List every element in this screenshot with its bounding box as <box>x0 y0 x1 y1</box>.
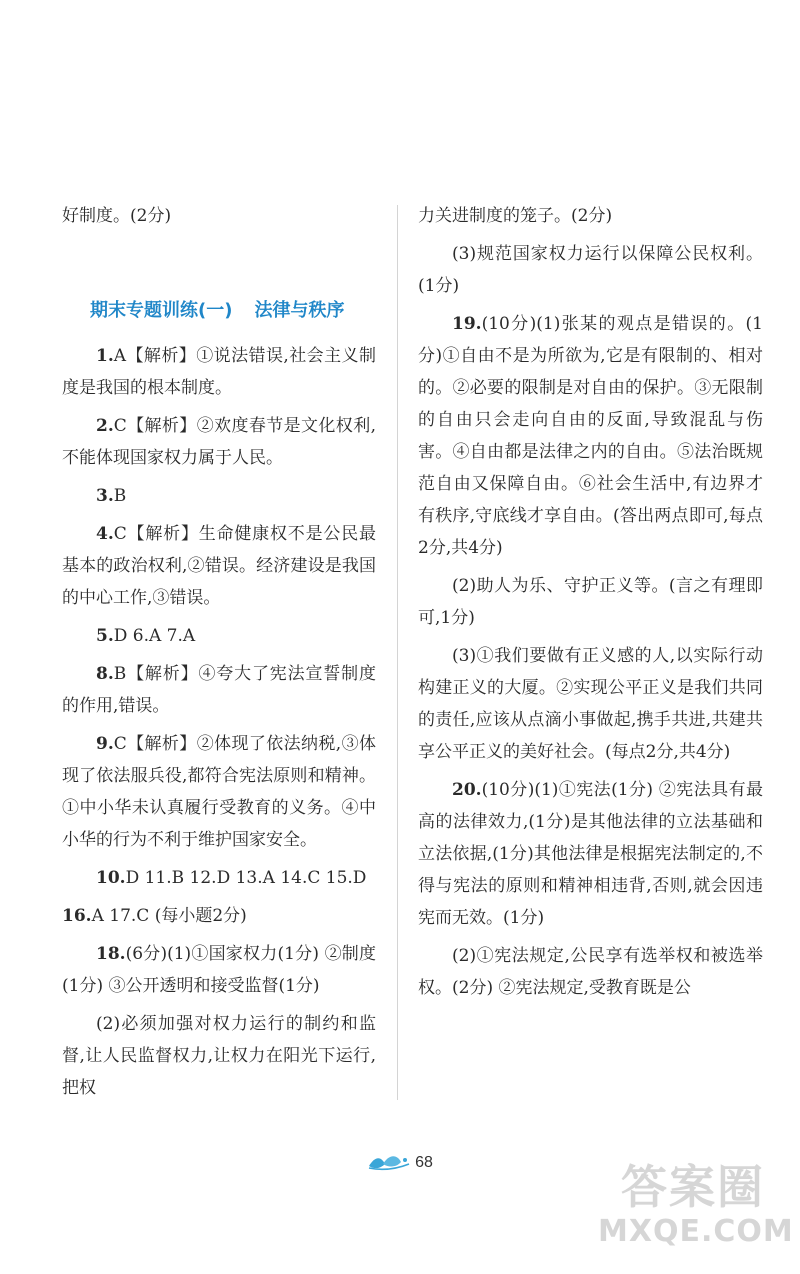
right-column <box>418 200 763 1010</box>
carryover-text: 力关进制度的笼子。(2分) <box>418 206 613 226</box>
answer-item: 18.(6分)(1)①国家权力(1分) ②制度(1分) ③公开透明和接受监督(1分) <box>62 944 376 996</box>
section-title-main: 期末专题训练(一) <box>90 300 233 321</box>
section-title <box>90 296 376 326</box>
column-divider <box>397 205 398 1100</box>
answer-item: 20.(10分)(1)①宪法(1分) ②宪法具有最高的法律效力,(1分)是其他法律的立法基础和立法依据,(1分)其他法律是根据宪法制定的,不得与宪法的原则和精神相违背,否则,就会因违宪而无效。(1分) <box>418 780 763 928</box>
answer-subpart: (3)规范国家权力运行以保障公民权利。(1分) <box>418 244 763 296</box>
section-title-sub: 法律与秩序 <box>254 300 345 321</box>
answer-item: 19.(10分)(1)张某的观点是错误的。(1分)①自由不是为所欲为,它是有限制的、相对的。②必要的限制是对自由的保护。③无限制的自由只会走向自由的反面,导致混乱与伤害。④自由都是法律之内的自由。⑤法治既规范自由又保障自由。⑥社会生活中,有边界才有秩序,守底线才享自由。(答出两点即可,每点2分,共4分) <box>418 314 763 558</box>
page-footer <box>330 1148 470 1178</box>
answer-item: 8.B【解析】④夸大了宪法宣誓制度的作用,错误。 <box>62 664 376 716</box>
answer-item: 9.C【解析】②体现了依法纳税,③体现了依法服兵役,都符合宪法原则和精神。①中小华未认真履行受教育的义务。④中小华的行为不利于维护国家安全。 <box>62 734 376 850</box>
left-column <box>62 200 376 1110</box>
answer-item: 16.A 17.C (每小题2分) <box>62 906 247 926</box>
answer-item: 2.C【解析】②欢度春节是文化权利,不能体现国家权力属于人民。 <box>62 416 376 468</box>
answer-subpart: (2)必须加强对权力运行的制约和监督,让人民监督权力,让权力在阳光下运行,把权 <box>62 1014 376 1098</box>
answer-item: 1.A【解析】①说法错误,社会主义制度是我国的根本制度。 <box>62 346 376 398</box>
answer-item: 3.B <box>96 486 127 506</box>
watermark <box>598 1160 794 1260</box>
leaf-ornament-icon <box>367 1152 411 1174</box>
answer-item: 4.C【解析】生命健康权不是公民最基本的政治权利,②错误。经济建设是我国的中心工作,③错误。 <box>62 524 376 608</box>
answer-subpart: (3)①我们要做有正义感的人,以实际行动构建正义的大厦。②实现公平正义是我们共同的责任,应该从点滴小事做起,携手共进,共建共享公平正义的美好社会。(每点2分,共4分) <box>418 646 763 762</box>
answer-subpart: (2)助人为乐、守护正义等。(言之有理即可,1分) <box>418 576 763 628</box>
answer-item: 5.D 6.A 7.A <box>96 626 196 646</box>
page-number: 68 <box>415 1154 433 1171</box>
watermark-url: MXQE.COM <box>598 1214 794 1249</box>
watermark-logo: 答案圈 <box>621 1160 765 1214</box>
carryover-text: 好制度。(2分) <box>62 206 172 226</box>
answer-item: 10.D 11.B 12.D 13.A 14.C 15.D <box>96 868 367 888</box>
answer-subpart: (2)①宪法规定,公民享有选举权和被选举权。(2分) ②宪法规定,受教育既是公 <box>418 946 763 998</box>
